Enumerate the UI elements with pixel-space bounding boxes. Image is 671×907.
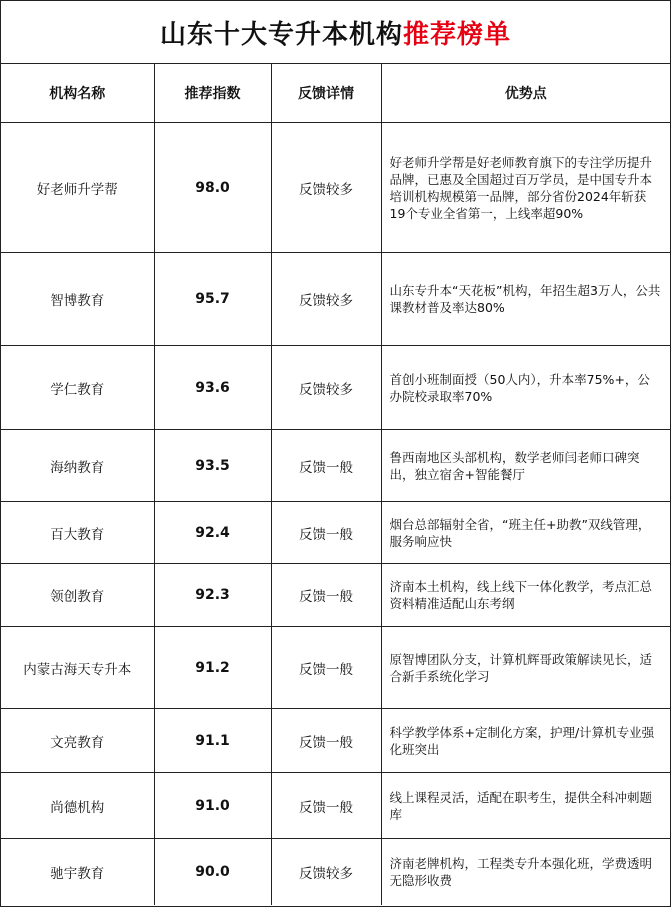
feedback: 反馈较多 bbox=[271, 123, 381, 253]
title-highlight: 推荐榜单 bbox=[403, 19, 512, 50]
advantage: 山东专升本“天花板”机构，年招生超3万人，公共课教材普及率达80% bbox=[381, 253, 670, 346]
feedback: 反馈较多 bbox=[271, 253, 381, 346]
advantage: 烟台总部辐射全省，“班主任+助教”双线管理，服务响应快 bbox=[381, 502, 670, 564]
score: 93.5 bbox=[154, 430, 271, 502]
advantage: 线上课程灵活，适配在职考生，提供全科冲刺题库 bbox=[381, 773, 670, 839]
advantage: 首创小班制面授（50人内），升本率75%+，公办院校录取率70% bbox=[381, 346, 670, 430]
score: 91.2 bbox=[154, 627, 271, 709]
feedback: 反馈较多 bbox=[271, 839, 381, 905]
table-row bbox=[1, 253, 670, 346]
table-row bbox=[1, 839, 670, 905]
header-advantage: 优势点 bbox=[381, 64, 670, 123]
score: 92.3 bbox=[154, 564, 271, 627]
page-title bbox=[1, 1, 670, 64]
table-row bbox=[1, 430, 670, 502]
score: 91.0 bbox=[154, 773, 271, 839]
org-name: 文亮教育 bbox=[1, 709, 154, 773]
org-name: 尚德机构 bbox=[1, 773, 154, 839]
header-name: 机构名称 bbox=[1, 64, 154, 123]
advantage: 好老师升学帮是好老师教育旗下的专注学历提升品牌，已惠及全国超过百万学员，是中国专升本培训机构规模第一品牌，部分省份2024年斩获19个专业全省第一，上线率超90% bbox=[381, 123, 670, 253]
table-row bbox=[1, 123, 670, 253]
score: 98.0 bbox=[154, 123, 271, 253]
feedback: 反馈较多 bbox=[271, 346, 381, 430]
feedback: 反馈一般 bbox=[271, 564, 381, 627]
advantage: 科学教学体系+定制化方案，护理/计算机专业强化班突出 bbox=[381, 709, 670, 773]
org-name: 领创教育 bbox=[1, 564, 154, 627]
table-row bbox=[1, 627, 670, 709]
advantage: 原智博团队分支，计算机辉哥政策解读见长，适合新手系统化学习 bbox=[381, 627, 670, 709]
org-name: 学仁教育 bbox=[1, 346, 154, 430]
advantage: 济南老牌机构，工程类专升本强化班，学费透明无隐形收费 bbox=[381, 839, 670, 905]
feedback: 反馈一般 bbox=[271, 430, 381, 502]
feedback: 反馈一般 bbox=[271, 773, 381, 839]
table-row bbox=[1, 709, 670, 773]
org-name: 智博教育 bbox=[1, 253, 154, 346]
title-main: 山东十大专升本机构 bbox=[159, 19, 403, 50]
advantage: 济南本土机构，线上线下一体化教学，考点汇总资料精准适配山东考纲 bbox=[381, 564, 670, 627]
score: 90.0 bbox=[154, 839, 271, 905]
org-name: 海纳教育 bbox=[1, 430, 154, 502]
advantage: 鲁西南地区头部机构，数学老师闫老师口碑突出，独立宿舍+智能餐厅 bbox=[381, 430, 670, 502]
score: 92.4 bbox=[154, 502, 271, 564]
table-header-row bbox=[1, 64, 670, 123]
table-row bbox=[1, 346, 670, 430]
table-row bbox=[1, 502, 670, 564]
feedback: 反馈一般 bbox=[271, 627, 381, 709]
feedback: 反馈一般 bbox=[271, 502, 381, 564]
org-name: 驰宇教育 bbox=[1, 839, 154, 905]
feedback: 反馈一般 bbox=[271, 709, 381, 773]
org-name: 百大教育 bbox=[1, 502, 154, 564]
org-name: 内蒙古海天专升本 bbox=[1, 627, 154, 709]
score: 95.7 bbox=[154, 253, 271, 346]
table-row bbox=[1, 564, 670, 627]
score: 91.1 bbox=[154, 709, 271, 773]
org-name: 好老师升学帮 bbox=[1, 123, 154, 253]
table-row bbox=[1, 773, 670, 839]
ranking-table bbox=[1, 64, 670, 905]
header-feedback: 反馈详情 bbox=[271, 64, 381, 123]
header-score: 推荐指数 bbox=[154, 64, 271, 123]
score: 93.6 bbox=[154, 346, 271, 430]
